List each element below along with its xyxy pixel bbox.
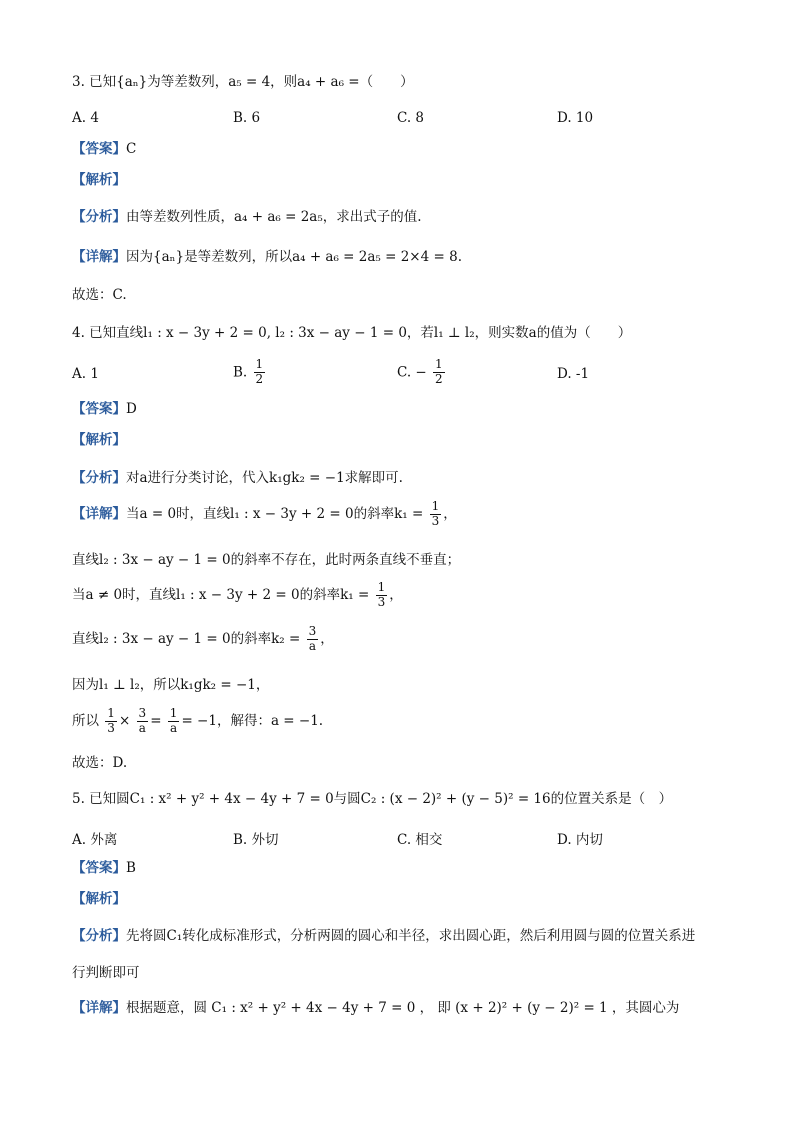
q3-conclusion: 故选：C. [72, 287, 127, 303]
q4-option-a: A. 1 [72, 366, 99, 382]
q3-analysis-tag: 【解析】 [72, 172, 126, 188]
q4-xiangjie-line2: 直线l₂ : 3x − ay − 1 = 0的斜率不存在，此时两条直线不垂直； [72, 552, 461, 568]
q3-option-b: B. 6 [233, 110, 261, 126]
q4-xiangjie-line1: 【详解】当a = 0时，直线l₁ : x − 3y + 2 = 0的斜率k₁ = $\frac{1}{3}$ ， [72, 499, 457, 528]
q4-xiangjie-line6: 所以 $\frac{1}{3}$ × $\frac{3}{a}$ = $\frac{1}{a}$ = −1，解得：a = −1. [72, 706, 324, 735]
q5-answer: 【答案】B [72, 860, 136, 876]
q4-option-b: B. $\frac{1}{2}$ [233, 357, 264, 386]
q4-option-d: D. -1 [557, 366, 590, 382]
q3-stem: 3. 已知{aₙ}为等差数列，a₅ = 4，则a₄ + a₆ =（ ） [72, 74, 414, 90]
q4-stem: 4. 已知直线l₁ : x − 3y + 2 = 0, l₂ : 3x − ay − 1 = 0，若l₁ ⊥ l₂，则实数a的值为（ ） [72, 325, 632, 341]
q3-option-c: C. 8 [397, 110, 425, 126]
q5-option-c: C. 相交 [397, 832, 443, 848]
q5-fenxi-line2: 行判断即可 [72, 965, 140, 981]
q4-xiangjie-line4: 直线l₂ : 3x − ay − 1 = 0的斜率k₂ = $\frac{3}{a}$ ， [72, 624, 334, 653]
q5-fenxi-line1: 【分析】先将圆C₁转化成标准形式，分析两圆的圆心和半径，求出圆心距，然后利用圆与圆的位置关系进 [72, 928, 696, 944]
q5-xiangjie: 【详解】根据题意，圆 C₁ : x² + y² + 4x − 4y + 7 = 0 ， 即 (x + 2)² + (y − 2)² = 1 ，其圆心为 [72, 1000, 680, 1016]
q5-option-b: B. 外切 [233, 832, 279, 848]
q3-fenxi: 【分析】由等差数列性质，a₄ + a₆ = 2a₅，求出式子的值. [72, 209, 422, 225]
q3-answer: 【答案】C [72, 141, 137, 157]
q5-stem: 5. 已知圆C₁ : x² + y² + 4x − 4y + 7 = 0与圆C₂ : (x − 2)² + (y − 5)² = 16的位置关系是（ ） [72, 791, 673, 807]
q4-answer: 【答案】D [72, 401, 137, 417]
q5-option-d: D. 内切 [557, 832, 603, 848]
q4-conclusion: 故选：D. [72, 755, 128, 771]
q4-analysis-tag: 【解析】 [72, 432, 126, 448]
q3-option-a: A. 4 [72, 110, 99, 126]
q4-xiangjie-line3: 当a ≠ 0时，直线l₁ : x − 3y + 2 = 0的斜率k₁ = $\frac{1}{3}$ ， [72, 580, 403, 609]
q5-option-a: A. 外离 [72, 832, 118, 848]
q3-option-d: D. 10 [557, 110, 594, 126]
q4-fenxi: 【分析】对a进行分类讨论，代入k₁gk₂ = −1求解即可. [72, 470, 403, 486]
q5-analysis-tag: 【解析】 [72, 891, 126, 907]
q4-option-c: C. − $\frac{1}{2}$ [397, 357, 443, 386]
q3-xiangjie: 【详解】因为{aₙ}是等差数列，所以a₄ + a₆ = 2a₅ = 2×4 = 8. [72, 249, 462, 265]
q4-xiangjie-line5: 因为l₁ ⊥ l₂，所以k₁gk₂ = −1， [72, 677, 270, 693]
